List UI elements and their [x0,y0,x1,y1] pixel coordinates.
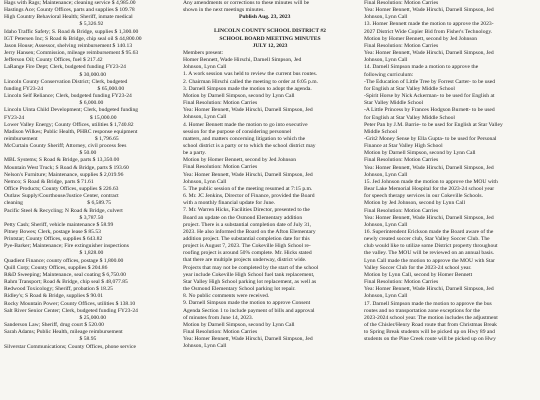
text-line: following curriculum: [364,71,414,78]
text-line: -A Little Princess by Frances Hodgson Burnett- to be used [364,107,495,114]
text-line: Any amendments or corrections to these minutes will be [183,0,310,6]
text-line: Motion by Darnell Simpson, second by Lynn Call [183,321,295,328]
text-line: R&D Sweeping; Maintenance, seal coating $ 6,750.00 [4,271,126,278]
text-line: Hastings Ace; County Offices, parts and supplies $ 109.78 [4,7,135,14]
text-line: $ 3,787.50 [4,214,104,221]
text-line: -The Education of Little Tree by Forrest Carter- to be used [364,78,495,85]
text-line: 2. Chairman Hirschi called the meeting to order at 6:05 p.m. [183,78,318,85]
text-line: 2023-2024 school year. The motion includes the adjustment [364,314,498,321]
text-line: Middle School [364,128,398,135]
text-line: Members present: [183,49,224,56]
text-line: 1. A work session was held to review the current bus routes. [183,71,318,78]
text-line: Bear Lake Memorial Hospital for the 2023-24 school year [364,186,495,193]
text-line: Redwood Toxicology; Sheriff, probation $ 18.25 [4,286,113,293]
text-line: Idaho Traffic Safety; S. Road & Bridge, supplies $ 1,300.00 [4,28,139,35]
text-line: Projects that may not be completed by the start of the school [183,264,319,271]
text-line: Publish Aug. 23, 2023 [183,14,291,21]
text-line: Johnson, Lynn Call [183,114,227,121]
column-school-minutes [183,0,357,400]
text-line: 16. Superintendent Erickson made the Board aware of the [364,229,494,235]
text-line: Final Resolution: Motion Carries [364,207,439,214]
text-line: Motion by Homer Bennett, second by Jed Johnson [183,157,297,164]
text-line: Yea: Homer Bennett, Wade Hirschi, Darnell Simpson, Jed [364,164,494,171]
text-line: Yea: Homer Bennett, Wade Hirschi, Darnell Simpson, Jed [183,107,313,114]
text-line: Pye-Barker; Maintenance; Fire extinguisher inspections [4,243,129,250]
text-line: LINCOLN COUNTY SCHOOL DISTRICT #2 [214,28,326,35]
text-line: Johnson, Lynn Call [364,293,408,300]
text-line: Finance at Star Valley High School [364,143,443,150]
text-line: 7. Mr. Warren Hicks, Facilities Director, presented to the [183,207,310,214]
text-line: Yea: Homer Bennett, Wade Hirschi, Darnell Simpson, Jed [183,336,313,343]
text-line: that there are multiple projects underway, district wide. [183,257,307,264]
text-line: High Country Behavioral Health; Sheriff, inmate medical [4,14,133,21]
text-line: school district is a party or to which the school district may [183,142,316,149]
text-line: 14. Darnell Simpson made a motion to approve the [364,64,479,71]
text-line: Ridley's; S Road & Bridge, supplies $ 90.01 [4,293,104,300]
text-line: shown in the next meetings minutes. [183,7,265,14]
text-line: Salt River Senior Center; Clerk, budgeted funding FY23-24 [4,307,138,314]
text-line: Pitney Bowes; Clerk, postage lease $ 85.53 [4,229,101,235]
text-line: 8. No public comments were received. [183,293,270,300]
text-line: 13. Homer Bennett made the motion to approve the 2023- [364,21,494,28]
text-line: 6. Mr. JC Jenkins, Director of Finance, provided the Board [183,193,315,200]
text-line: Madison Wilkes; Public Health, PHRC response equipment [4,128,138,135]
text-line: year include Cokeville High School fuel tank replacement, [183,271,315,278]
text-line: routes and no transportation zone exceptions for the [364,307,481,314]
text-line: with a monthly financial update for June. [183,200,276,207]
text-line: Printstar; County Offices, supplies $ 643.82 [4,236,103,243]
text-line: of the Chisler/Henry Road route that from Christmas Break [364,322,497,329]
text-line: Mountain West Truck; S Road & Bridge, parts $ 193.60 [4,164,129,171]
text-line: Lynn Call made the motion to approve the MOU with Star [364,257,495,264]
text-line: Peter Pan by J.M. Barrie- to be used for English at Star Valley [364,121,503,128]
text-line: JULY 12, 2023 [252,42,288,49]
text-line: students on the Pine Creek route will be picked up on Hwy [364,336,496,343]
text-line: Rahm Transport; Road & Bridge, chip seal $ 48,077.85 [4,279,128,286]
text-line: to Spring Break students will be picked up on Hwy 89 and [364,329,495,336]
text-line: Lincoln Uinta Child Development; Clerk, budgeted funding [4,107,139,114]
text-line: -Spirit Horse by Nick Ackerman- to be used for English at [364,93,495,100]
text-line: Final Resolution: Motion Carries [364,157,439,164]
text-line: Johnson, Lynn Call [364,221,408,228]
text-line: Motion by Jed Johnson, second by Lynn Call [364,200,465,207]
text-line: Sarah Adams; Public Health, mileage reimbursement [4,329,123,336]
text-line: Motion by Homer Bennett, second by Jed Johnson [364,35,478,42]
text-line: Yea: Homer Bennett, Wade Hirschi, Darnell Simpson, Jed [183,171,313,178]
text-line: for speech therapy services in our Cokeville Schools. [364,193,483,200]
text-line: Lincoln County Conservation District; Clerk, budgeted [4,78,128,85]
text-line: Agenda Section 1 to include payment of bills and approval [183,307,315,314]
text-line: Pacific Steel & Recycling; N Road & Bridge, culvert [4,207,123,214]
text-line: of minutes from June 14, 2023. [183,314,254,321]
text-line: Johnson, Lynn Call [364,57,408,64]
text-line: Nemco; S Road & Bridge, parts $ 71.61 [4,178,94,185]
column-county-bills [4,0,175,400]
column-school-minutes-continued [364,0,536,400]
text-line: matters, and matters concerning litigation to which the [183,135,306,142]
text-line: addition project. The substantial completion date for this [183,236,310,242]
text-line: club would like to utilize some District property throughout [364,243,498,250]
text-line: SCHOOL BOARD MEETING MINUTES [219,35,321,42]
text-line: Final Resolution: Motion Carries [364,42,439,49]
text-line: Final Resolution: Motion Carries [183,100,258,107]
text-line: Motion by Darnell Simpson, second by Lynn Call [364,150,476,157]
text-line: the valley. The MOU will be reviewed on an annual basis. [364,250,495,257]
text-line: MBL Systems; S Road & Bridge, parts $ 13,350.00 [4,157,120,164]
text-line: IGT Petersen Inc; S Road & Bridge, chip seal oil $ 44,800.00 [4,35,142,42]
text-line: Office Products; County Offices, supplies $ 226.63 [4,186,119,193]
text-line: Yea: Homer Bennett, Wade Hirschi, Darnell Simpson, Jed [364,50,494,57]
text-line: Homer Bennett, Wade Hirschi, Darnell Simpson, Jed [183,57,302,64]
text-line: $ 25,000.00 [4,314,107,321]
text-line: $ 30,000.00 [4,71,107,78]
text-line: Nelson's Furniture; Maintenance, supplies $ 2,019.96 [4,171,124,178]
text-line: Jefferson Oil; County Offices, fuel $ 217.42 [4,57,103,64]
text-line: $ 58.95 [4,336,97,343]
text-line: 4. Homer Bennett made the motion to go into executive [183,121,308,128]
text-line: newly created soccer club, Star Valley Soccer Club. The [364,236,490,243]
text-line: Star Valley High School parking lot replacement, as well as [183,278,317,285]
text-line: Star Valley Middle School [364,100,424,107]
text-line: 2023. He also informed the Board on the Afton Elementary [183,228,316,235]
text-line: Johnson, Lynn Call [183,178,227,185]
text-line: $ 5,326.92 [4,21,104,28]
text-line: Jerry Hansen; Commission, mileage reimbursement $ 95.63 [4,50,139,57]
text-line: project is August 7, 2023. The Cokeville High School re- [183,243,311,250]
text-line: funding FY23-24 $ 65,000.00 [4,85,125,92]
text-line: Final Resolution: Motion Carries [364,0,439,6]
text-line: Quill Corp; County Offices, supplies $ 204.86 [4,264,108,271]
text-line: 9. Darnell Simpson made the motion to approve Consent [183,300,311,307]
text-line: Yea: Homer Bennett, Wade Hirschi, Darnell Simpson, Jed [364,214,494,221]
text-line: Hags with Rags; Maintenance; cleaning service $ 4,985.00 [4,0,136,6]
text-line: $ 50.00 [4,150,97,157]
text-line: Sanderson Law; Sheriff, drug court $ 520.00 [4,322,104,329]
text-line: reimbursement $ 1,796.65 [4,135,119,142]
text-line: 5. The public session of the meeting resumed at 7:15 p.m. [183,185,313,192]
text-line: Lower Valley Energy; County Offices, utilities $ 1,740.82 [4,121,134,128]
text-line: 2027 District Wide Copier Bid from Fisher's Technology. [364,28,493,35]
text-line: Motion by Lynn Call, second by Homer Bennett [364,271,473,278]
text-line: $ 6,000.00 [4,100,104,107]
text-line [183,21,357,28]
text-line: Johnson, Lynn Call [183,64,227,71]
text-line: Rocky Mountain Power; County Offices, utilities $ 138.10 [4,300,136,307]
text-line: roofing project is around 50% complete. Mr. Hicks stated [183,250,312,257]
text-line: project. There is a substantial completion date of July 31, [183,221,312,228]
text-line: Valley Soccer Club for the 2023-24 school year. [364,264,472,271]
text-line: 15. Jed Johnson made the motion to approve the MOU with [364,178,498,185]
text-line: Lincoln Self Reliance; Clerk, budgeted funding FY23-24 [4,93,132,100]
text-line: Final Resolution: Motion Carries [364,279,439,286]
text-line: be a party. [183,150,207,157]
text-line: Final Resolution: Motion Carries [183,164,258,171]
text-line: Jason House; Assessor, shelving reimbursement $ 140.13 [4,42,133,49]
text-line: $ 1,828.00 [4,250,104,257]
text-line: Petty Cash; Sheriff, vehicle maintenance $ 58.99 [4,221,114,228]
text-line: the Osmond Elementary School parking lot repair. [183,286,296,293]
text-line: Johnson, Lynn Call [183,343,227,350]
text-line: Yea: Homer Bennett, Wade Hirschi, Darnell Simpson, Jed [364,7,494,14]
text-line: LaRange Fire Dept; Clerk, budgeted funding FY23-24 [4,64,126,71]
text-line: cleaning $ 6,589.75 [4,200,112,207]
text-line: Motion by Darnell Simpson, second by Lynn Call [183,92,295,99]
text-line: Quadient Finance; county offices, postage $ 1,800.00 [4,257,124,264]
text-line: Final Resolution: Motion Carries [183,329,258,336]
text-line: Yea: Homer Bennett, Wade Hirschi, Darnell Simpson, Jed [364,286,494,293]
text-line: for English at Star Valley Middle School [364,114,455,121]
text-line: Johnson, Lynn Call [364,171,408,178]
text-line: -Grit2 Money Sense by Ella Gupta- to be used for Personal [364,135,497,142]
text-line: 3. Darnell Simpson made the motion to adopt the agenda. [183,85,312,92]
text-line: Johnson, Lynn Call [364,14,408,21]
text-line: FY23-24 $ 15,000.00 [4,114,117,121]
text-line: Silverstar Communications; County Offices, phone service [4,343,136,350]
text-line: Board an update on the Osmond Elementary addition [183,214,303,221]
text-line: Outlaw Supply/Courthouse/Justice Center, contract [4,193,119,200]
text-line: 17. Darnell Simpson made the motion to approve the bus [364,300,492,307]
text-line: session for the purpose of considering personnel [183,128,292,135]
text-line: for English at Star Valley Middle School [364,85,455,92]
text-line: McCurtain County Sheriff; Attorney, civil process fees [4,143,127,150]
